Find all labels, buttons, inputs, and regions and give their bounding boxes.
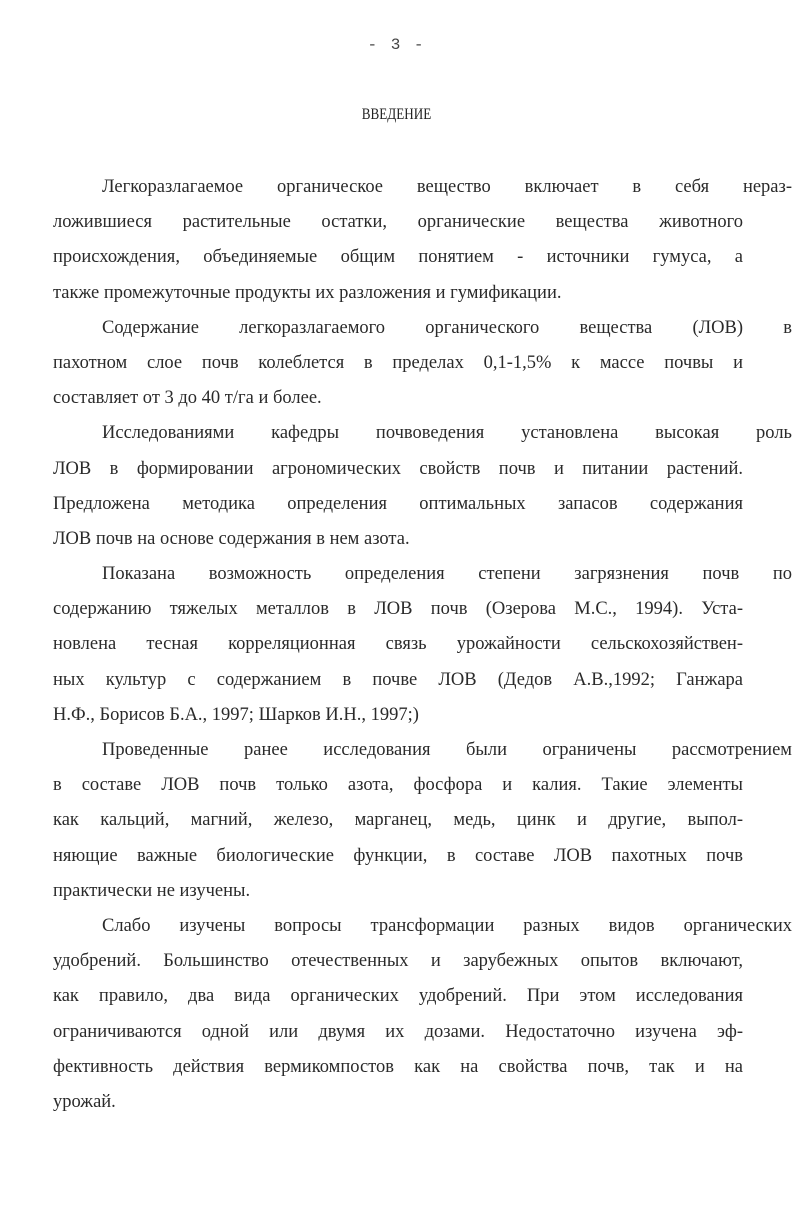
paragraph-3 xyxy=(53,416,792,557)
paragraph-6 xyxy=(53,909,792,1120)
text-line: составляет от 3 до 40 т/га и более. xyxy=(53,388,322,409)
paragraph-5 xyxy=(53,733,792,909)
paragraph-2 xyxy=(53,311,792,417)
text-line: ных культур с содержанием в почве ЛОВ (Дедов А.В.,1992; Ганжара xyxy=(53,669,743,690)
text-line: практически не изучены. xyxy=(53,880,251,901)
text-line: Показана возможность определения степени загрязнения почв по xyxy=(102,564,792,585)
text-line: как правило, два вида органических удобрений. При этом исследования xyxy=(53,986,743,1007)
text-line: ЛОВ почв на основе содержания в нем азота. xyxy=(53,528,410,549)
text-line: Легкоразлагаемое органическое вещество включает в себя нераз- xyxy=(102,177,792,197)
text-line: ложившиеся растительные остатки, органические вещества животного xyxy=(53,212,743,233)
text-line: Содержание легкоразлагаемого органического вещества (ЛОВ) в xyxy=(102,317,792,338)
text-line: няющие важные биологические функции, в составе ЛОВ пахотных почв xyxy=(53,845,743,866)
text-line: фективность действия вермикомпостов как на свойства почв, так и на xyxy=(53,1056,743,1077)
text-line: новлена тесная корреляционная связь урожайности сельскохозяйствен- xyxy=(53,634,743,655)
text-line: как кальций, магний, железо, марганец, медь, цинк и другие, выпол- xyxy=(53,810,743,831)
page-number: - 3 - xyxy=(367,36,426,54)
text-line: Н.Ф., Борисов Б.А., 1997; Шарков И.Н., 1997;) xyxy=(53,704,419,725)
text-line: Слабо изучены вопросы трансформации разных видов органических xyxy=(102,915,792,936)
text-line: пахотном слое почв колеблется в пределах 0,1-1,5% к массе почвы и xyxy=(53,352,743,373)
text-line: Исследованиями кафедры почвоведения установлена высокая роль xyxy=(102,423,792,444)
paragraph-4 xyxy=(53,557,792,733)
text-line: ЛОВ в формировании агрономических свойств почв и питании растений. xyxy=(53,458,743,479)
text-line: также промежуточные продукты их разложения и гумификации. xyxy=(53,282,562,303)
text-line: ограничиваются одной или двумя их дозами. Недостаточно изучена эф- xyxy=(53,1021,743,1042)
text-line: Предложена методика определения оптимальных запасов содержания xyxy=(53,493,743,514)
text-line: удобрений. Большинство отечественных и зарубежных опытов включают, xyxy=(53,951,743,972)
paragraph-1 xyxy=(53,170,792,311)
text-line: происхождения, объединяемые общим понятием - источники гумуса, а xyxy=(53,247,743,268)
text-line: в составе ЛОВ почв только азота, фосфора и калия. Такие элементы xyxy=(53,775,743,796)
section-heading: ВВЕДЕНИЕ xyxy=(361,106,432,123)
text-line: Проведенные ранее исследования были ограничены рассмотрением xyxy=(102,740,792,760)
body-text xyxy=(53,170,792,1120)
text-line: содержанию тяжелых металлов в ЛОВ почв (Озерова М.С., 1994). Уста- xyxy=(53,599,743,620)
text-line: урожай. xyxy=(53,1091,116,1112)
